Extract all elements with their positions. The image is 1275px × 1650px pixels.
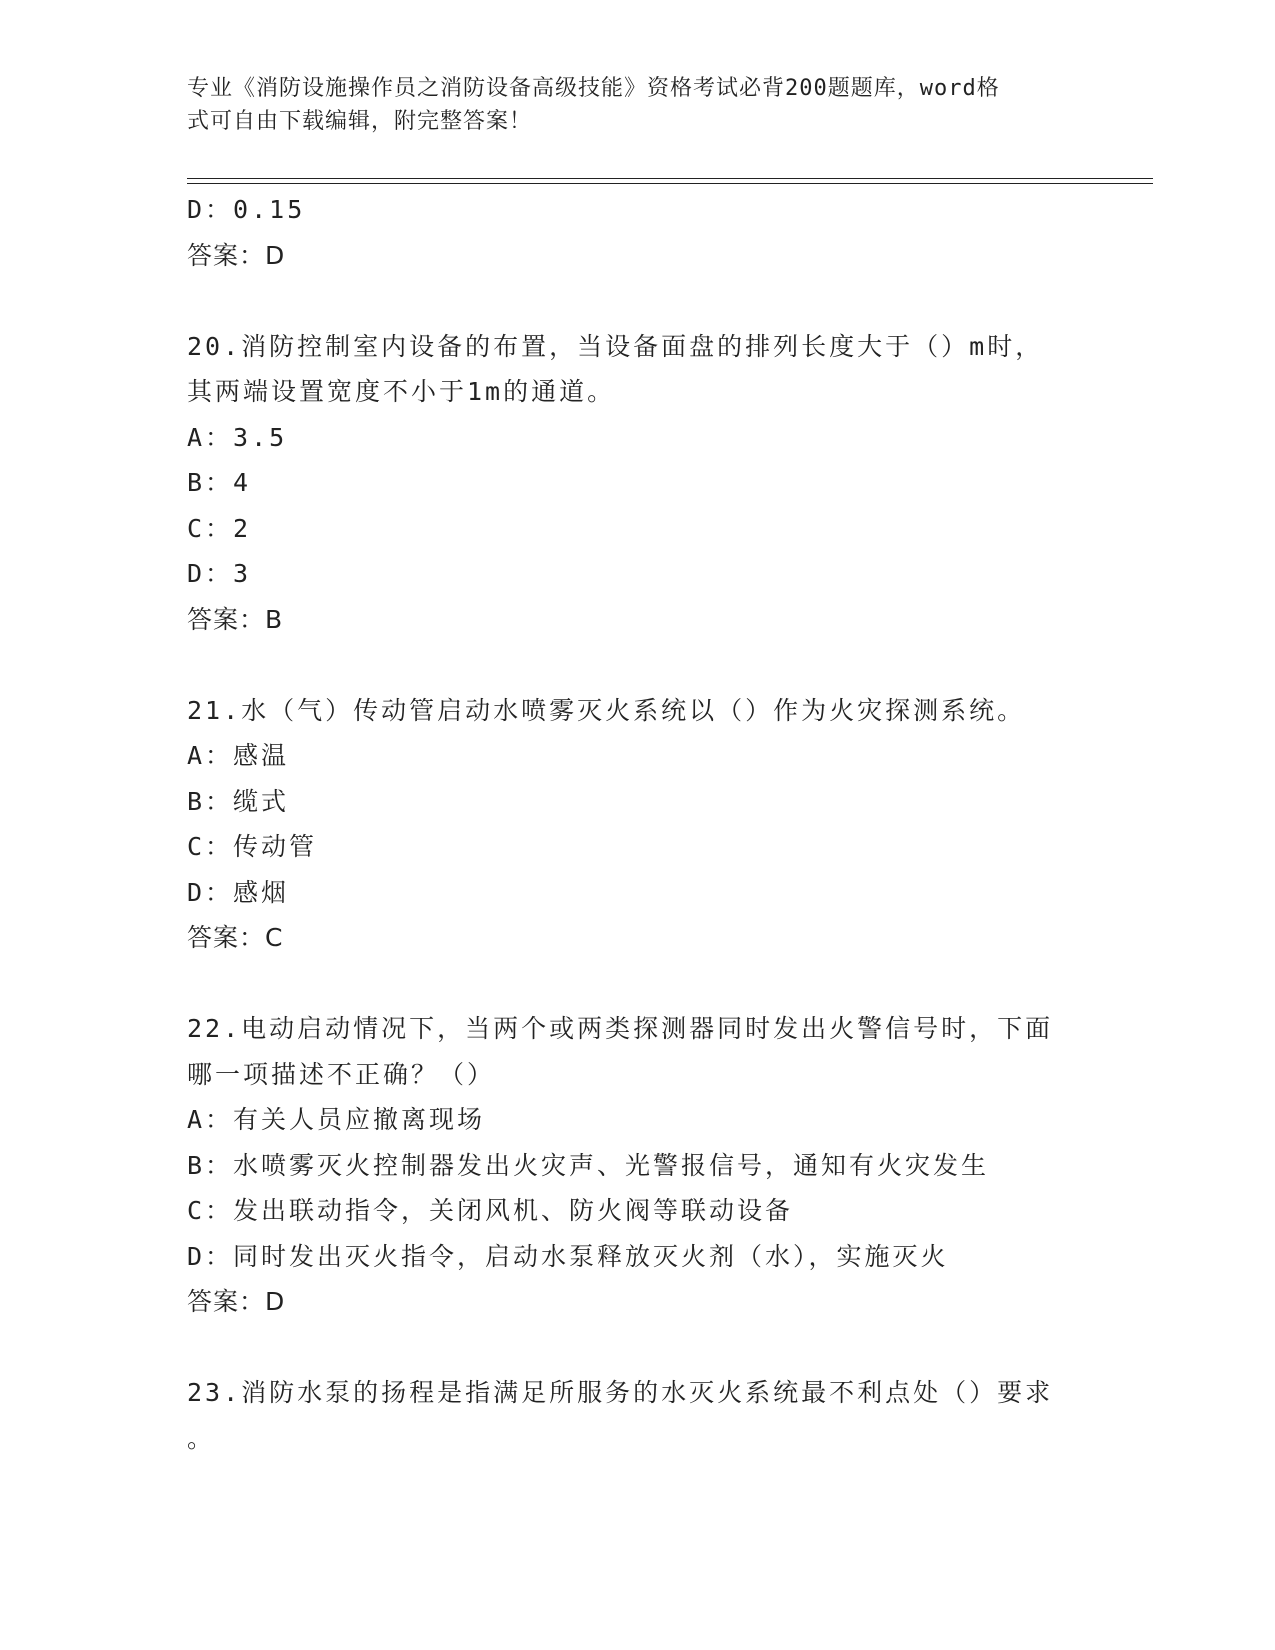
option-c: C：发出联动指令，关闭风机、防火阀等联动设备 — [187, 1196, 794, 1225]
option-a: A：3.5 — [187, 422, 288, 452]
spacer — [187, 961, 1147, 1007]
spacer — [187, 1325, 1147, 1371]
header-intro-line-2: 式可自由下载编辑，附完整答案！ — [187, 109, 533, 134]
question-text-line-1: 23.消防水泵的扬程是指满足所服务的水灭火系统最不利点处（）要求 — [187, 1378, 1054, 1407]
question-text-line-1: 21.水（气）传动管启动水喷雾灭火系统以（）作为火灾探测系统。 — [187, 695, 1026, 725]
question-text-line-2: 。 — [187, 1423, 216, 1453]
option-b: B：4 — [187, 468, 252, 497]
question-text-line-1: 22.电动启动情况下，当两个或两类探测器同时发出火警信号时，下面 — [187, 1014, 1054, 1043]
option-d: D：3 — [187, 559, 252, 588]
question-text-line-2: 哪一项描述不正确？（） — [187, 1059, 496, 1089]
option-a: A：感温 — [187, 741, 290, 770]
header-intro-line-1: 专业《消防设施操作员之消防设备高级技能》资格考试必背200题题库，word格 — [187, 76, 1000, 101]
header-divider-top — [187, 178, 1153, 179]
header-divider-bottom — [187, 183, 1153, 184]
spacer — [187, 278, 1147, 324]
option-d: D：同时发出灭火指令，启动水泵释放灭火剂（水），实施灭火 — [187, 1241, 949, 1271]
document-header — [187, 72, 1067, 138]
question-20 — [187, 324, 1147, 643]
question-22 — [187, 1006, 1147, 1325]
prev-question — [187, 187, 1147, 278]
spacer — [187, 642, 1147, 688]
question-list — [187, 187, 1147, 1461]
option-c: C：2 — [187, 513, 252, 543]
answer-line: 答案：D — [187, 240, 286, 270]
option-a: A：有关人员应撤离现场 — [187, 1105, 486, 1134]
question-text-line-2: 其两端设置宽度不小于1m的通道。 — [187, 377, 616, 406]
answer-line: 答案：C — [187, 923, 284, 952]
answer-line: 答案：D — [187, 1287, 286, 1316]
option-b: B：水喷雾灭火控制器发出火灾声、光警报信号，通知有火灾发生 — [187, 1150, 990, 1180]
option-b: B：缆式 — [187, 786, 290, 816]
question-23 — [187, 1370, 1147, 1461]
answer-line: 答案：B — [187, 604, 284, 634]
option-d: D：0.15 — [187, 195, 306, 224]
option-d: D：感烟 — [187, 877, 290, 907]
question-21 — [187, 688, 1147, 961]
option-c: C：传动管 — [187, 832, 318, 861]
question-text-line-1: 20.消防控制室内设备的布置，当设备面盘的排列长度大于（）m时， — [187, 331, 1044, 361]
